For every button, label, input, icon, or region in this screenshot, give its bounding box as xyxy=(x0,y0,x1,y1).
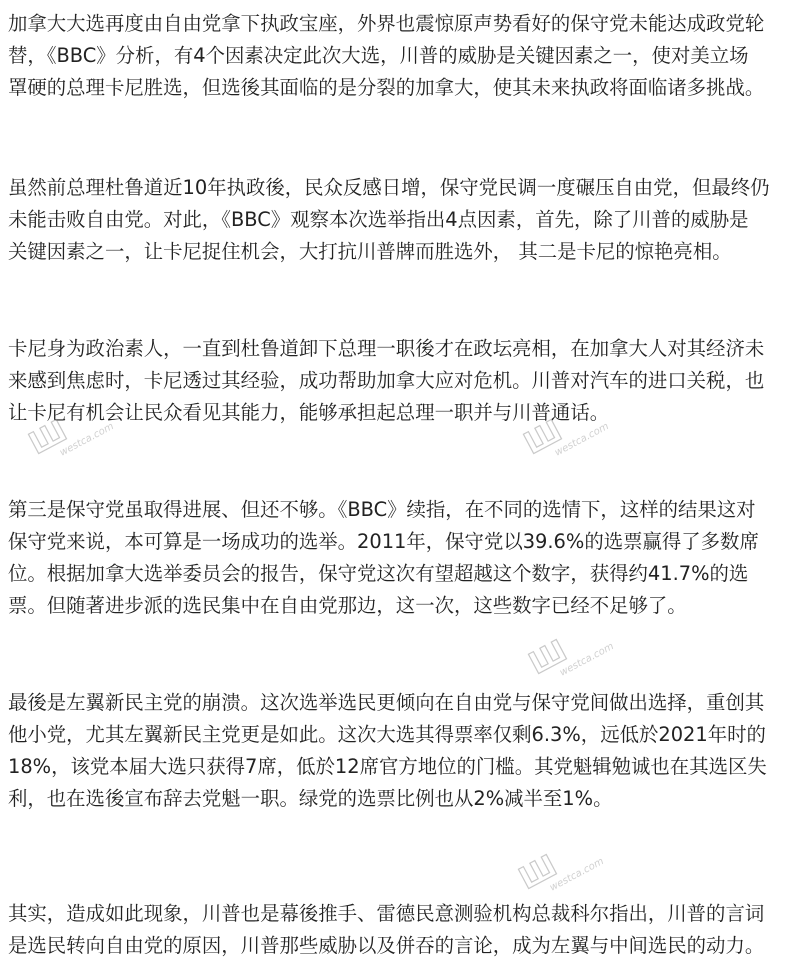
text-line: 位。根据加拿大选举委员会的报告，保守党这次有望超越这个数字，获得约41.7%的选 xyxy=(8,562,749,585)
watermark-logo-mark: Ш xyxy=(513,849,561,897)
text-line: 卡尼身为政治素人，一直到杜鲁道卸下总理一职後才在政坛亮相，在加拿大人对其经济未 xyxy=(8,337,765,360)
watermark-logo xyxy=(525,611,625,692)
watermark-logo-mark: Ш xyxy=(23,414,71,462)
watermark-logo-mark: Ш xyxy=(523,634,571,682)
text-line: 是选民转向自由党的原因，川普那些威胁以及併吞的言论，成为左翼与中间选民的动力。 xyxy=(8,934,765,957)
watermark-site-text: westca.com xyxy=(547,855,606,894)
watermark-logo xyxy=(515,826,615,907)
paragraph-2 xyxy=(8,172,770,268)
text-line: 让卡尼有机会让民众看见其能力，能够承担起总理一职并与川普通话。 xyxy=(8,401,610,424)
text-line: 票。但随著进步派的选民集中在自由党那边，这一次，这些数字已经不足够了。 xyxy=(8,594,687,617)
watermark-logo-mark: Ш xyxy=(518,414,566,462)
watermark-site-text: westca.com xyxy=(552,420,611,459)
paragraph-3 xyxy=(8,333,764,429)
text-line: 第三是保守党虽取得进展、但还不够。《BBC》续指，在不同的选情下，这样的结果这对 xyxy=(8,498,756,521)
text-line: 加拿大大选再度由自由党拿下执政宝座，外界也震惊原声势看好的保守党未能达成政党轮 xyxy=(8,12,765,35)
watermark-site-text: westca.com xyxy=(557,640,616,679)
paragraph-6 xyxy=(8,898,764,962)
text-line: 未能击败自由党。对此，《BBC》观察本次选举指出4点因素，首先，除了川普的威胁是 xyxy=(8,208,749,231)
text-line: 关键因素之一，让卡尼捉住机会，大打抗川普牌而胜选外， 其二是卡尼的惊艳亮相。 xyxy=(8,240,732,263)
text-line: 虽然前总理杜鲁道近10年执政後，民众反感日增，保守党民调一度碾压自由党，但最终仍 xyxy=(8,176,770,199)
paragraph-4 xyxy=(8,494,759,622)
text-line: 其实，造成如此现象，川普也是幕後推手、雷德民意测验机构总裁科尔指出，川普的言词 xyxy=(8,902,765,925)
text-line: 18%，该党本届大选只获得7席，低於12席官方地位的门槛。其党魁辑勉诚也在其选区失 xyxy=(8,755,767,778)
text-line: 来感到焦虑时，卡尼透过其经验，成功帮助加拿大应对危机。川普对汽车的进口关税，也 xyxy=(8,369,765,392)
text-line: 替，《BBC》分析，有4个因素决定此次大选，川普的威胁是关键因素之一，使对美立场 xyxy=(8,44,749,67)
text-line: 最後是左翼新民主党的崩溃。这次选举选民更倾向在自由党与保守党间做出选择，重创其 xyxy=(8,691,765,714)
paragraph-1 xyxy=(8,8,764,104)
text-line: 罩硬的总理卡尼胜选，但选後其面临的是分裂的加拿大，使其未来执政将面临诸多挑战。 xyxy=(8,76,765,99)
text-line: 保守党来说，本可算是一场成功的选举。2011年，保守党以39.6%的选票赢得了多数席 xyxy=(8,530,759,553)
text-line: 他小党，尤其左翼新民主党更是如此。这次大选其得票率仅剩6.3%，远低於2021年时的 xyxy=(8,723,766,746)
paragraph-5 xyxy=(8,687,767,815)
text-line: 利，也在选後宣布辞去党魁一职。绿党的选票比例也从2%减半至1%。 xyxy=(8,787,613,810)
watermark-site-text: westca.com xyxy=(57,420,116,459)
